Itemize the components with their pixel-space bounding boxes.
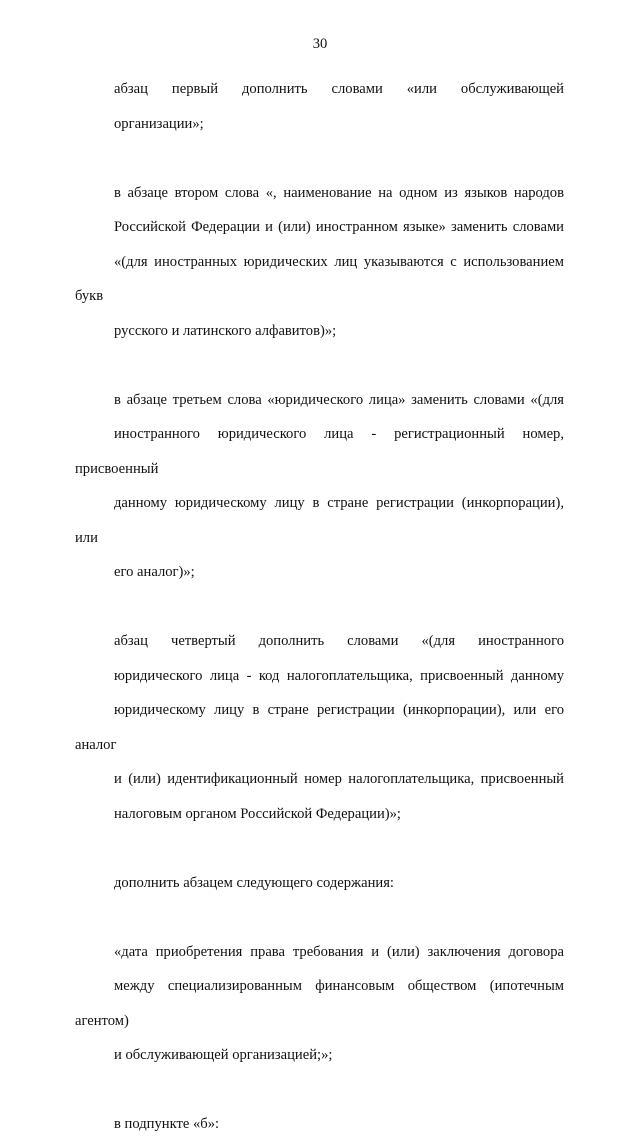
text-line: между специализированным финансовым обществом (ипотечным агентом) [75, 978, 564, 1029]
text-line: русского и латинского алфавитов)»; [114, 322, 337, 339]
text-line: юридическому лицу в стране регистрации (инкорпорации), или его аналог [75, 702, 564, 753]
paragraph [75, 866, 564, 901]
paragraph [75, 176, 564, 349]
text-line: дополнить абзацем следующего содержания: [114, 874, 394, 891]
text-line: иностранного юридического лица - регистрационный номер, присвоенный [75, 426, 564, 477]
text-line: «дата приобретения права требования и (или) заключения договора [114, 943, 564, 960]
text-line: данному юридическому лицу в стране регистрации (инкорпорации), или [75, 495, 564, 546]
text-line: «(для иностранных юридических лиц указываются с использованием букв [75, 253, 564, 304]
paragraph [75, 383, 564, 590]
text-line: абзац четвертый дополнить словами «(для иностранного [114, 633, 564, 649]
paragraph [75, 1107, 564, 1142]
page-number: 30 [312, 36, 328, 52]
paragraph [75, 72, 564, 141]
text-line: в абзаце третьем слова «юридического лица» заменить словами «(для [114, 391, 564, 408]
text-line: юридического лица - код налогоплательщика, присвоенный данному [114, 667, 564, 684]
text-line: и (или) идентификационный номер налогоплательщика, присвоенный [114, 771, 564, 787]
text-line: его аналог)»; [114, 564, 195, 580]
text-line: Российской Федерации и (или) иностранном языке» заменить словами [114, 219, 564, 235]
text-line: налоговым органом Российской Федерации)»; [114, 805, 401, 822]
paragraph [75, 624, 564, 831]
document-body [75, 72, 564, 1142]
text-line: и обслуживающей организацией;»; [114, 1047, 333, 1063]
text-line: организации»; [114, 115, 204, 132]
paragraph [75, 935, 564, 1073]
text-line: в подпункте «б»: [114, 1116, 220, 1132]
text-line: в абзаце втором слова «, наименование на одном из языков народов [114, 184, 564, 201]
text-line: абзац первый дополнить словами «или обслуживающей [114, 81, 564, 97]
